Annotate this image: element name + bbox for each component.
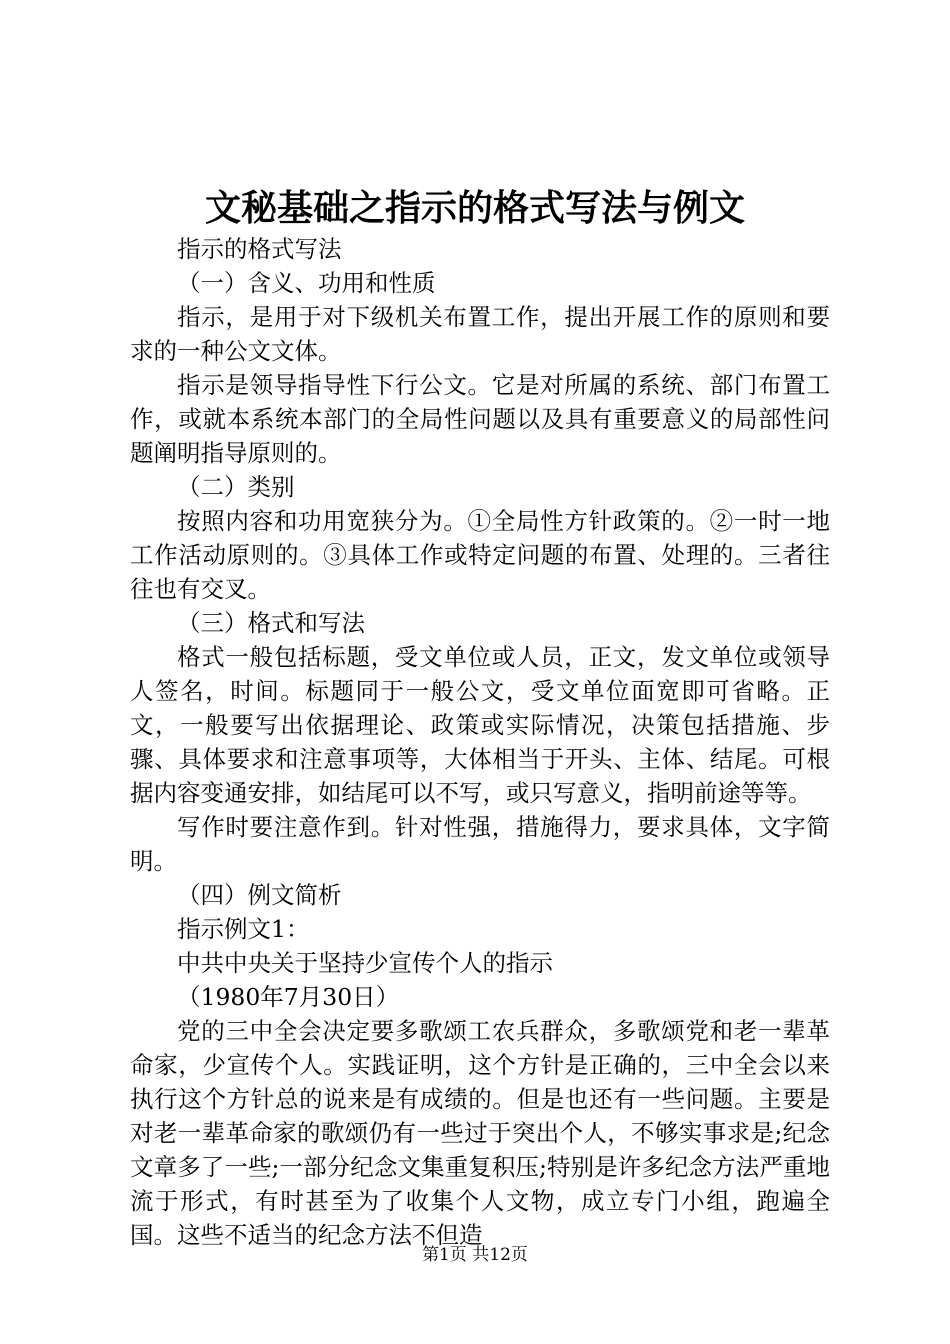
section-heading: 指示的格式写法 — [177, 235, 342, 263]
subsection-heading: （三）格式和写法 — [177, 609, 365, 637]
paragraph: 党的三中全会决定要多歌颂工农兵群众，多歌颂党和老一辈革命家，少宣传个人。实践证明，这个方针是正确的，三中全会以来执行这个方针总的说来是有成绩的。但是也还有一些问题。主要是对老一辈革命家的歌颂仍有一些过于突出个人，不够实事求是;纪念文章多了一些;一部分纪念文集重复积压;特别是许多纪念方法严重地流于形式，有时甚至为了收集个人文物，成立专门小组，跑遍全国。这些不适当的纪念方法不但造 — [130, 1017, 830, 1249]
subsection-heading: （二）类别 — [177, 473, 295, 501]
paragraph: 指示是领导指导性下行公文。它是对所属的系统、部门布置工作，或就本系统本部门的全局性问题以及具有重要意义的局部性问题阐明指导原则的。 — [130, 371, 830, 467]
document-title: 文秘基础之指示的格式写法与例文 — [204, 187, 745, 229]
paragraph: 指示，是用于对下级机关布置工作，提出开展工作的原则和要求的一种公文文体。 — [130, 303, 830, 365]
document-body — [130, 232, 830, 1252]
example-title: 中共中央关于坚持少宣传个人的指示 — [177, 949, 553, 977]
example-label: 指示例文1： — [177, 915, 310, 943]
subsection-heading: （一）含义、功用和性质 — [177, 269, 436, 297]
example-date: （1980年7月30日） — [177, 983, 400, 1011]
paragraph: 格式一般包括标题，受文单位或人员，正文，发文单位或领导人签名，时间。标题同于一般公文，受文单位面宽即可省略。正文，一般要写出依据理论、政策或实际情况，决策包括措施、步骤、具体要求和注意事项等，大体相当于开头、主体、结尾。可根据内容变通安排，如结尾可以不写，或只写意义，指明前途等等。 — [130, 643, 830, 807]
paragraph: 写作时要注意作到。针对性强，措施得力，要求具体，文字简明。 — [130, 813, 830, 875]
page-footer: 第1页 共12页 — [422, 1245, 528, 1265]
subsection-heading: （四）例文简析 — [177, 881, 342, 909]
paragraph: 按照内容和功用宽狭分为。①全局性方针政策的。②一时一地工作活动原则的。③具体工作或特定问题的布置、处理的。三者往往也有交叉。 — [130, 507, 830, 603]
